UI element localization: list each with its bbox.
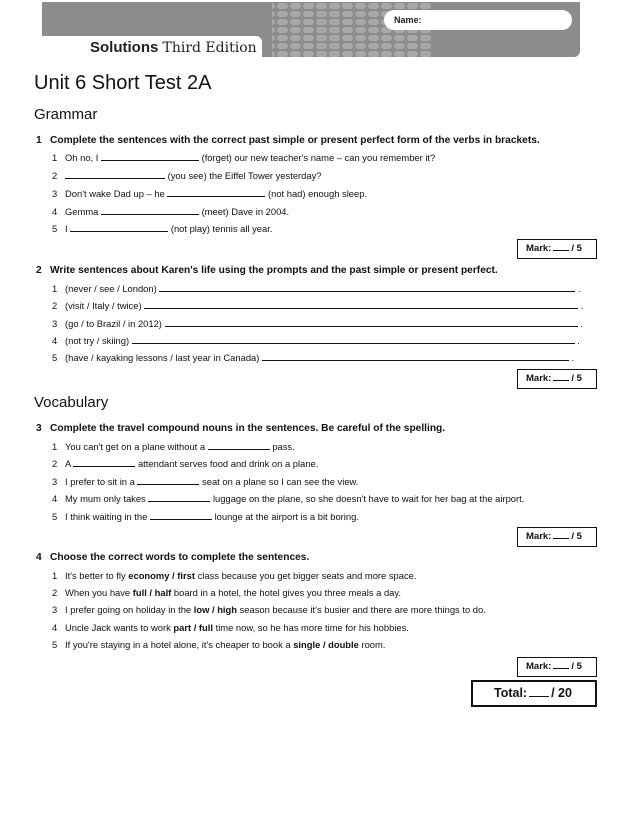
q2-item: 2 (visit / Italy / twice) . — [52, 300, 584, 311]
total-box[interactable]: Total: / 20 — [471, 680, 597, 707]
q2-item: 4 (not try / skiing) . — [52, 335, 580, 346]
answer-blank[interactable] — [101, 205, 199, 215]
q4-item: 1 It's better to fly economy / first class because you get bigger seats and more space. — [52, 570, 417, 581]
q4-item: 4 Uncle Jack wants to work part / full time now, so he has more time for his hobbies. — [52, 622, 409, 633]
answer-line[interactable] — [165, 317, 578, 327]
answer-line[interactable] — [132, 334, 575, 344]
q4-instruction: 4 Choose the correct words to complete the sentences. — [36, 552, 310, 563]
page-title: Unit 6 Short Test 2A — [34, 72, 212, 94]
option-a[interactable]: low — [193, 604, 210, 615]
answer-blank[interactable] — [208, 440, 270, 450]
option-b[interactable]: first — [177, 570, 195, 581]
q2-item: 5 (have / kayaking lessons / last year in Canada) . — [52, 352, 575, 363]
q1-item: 4 Gemma (meet) Dave in 2004. — [52, 206, 290, 217]
option-a[interactable]: economy — [128, 570, 170, 581]
name-field[interactable] — [384, 10, 572, 30]
q3-item: 1 You can't get on a plane without a pass. — [52, 441, 295, 452]
q1-instruction: 1 Complete the sentences with the correct past simple or present perfect form of the verbs in brackets. — [36, 135, 540, 146]
answer-blank[interactable] — [65, 169, 165, 179]
option-b[interactable]: double — [328, 639, 359, 650]
option-a[interactable]: part — [173, 622, 192, 633]
q1-item: 1 Oh no, I (forget) our new teacher's name – can you remember it? — [52, 152, 436, 163]
q2-instruction: 2 Write sentences about Karen's life using the prompts and the past simple or present perfect. — [36, 265, 498, 276]
answer-blank[interactable] — [137, 475, 199, 485]
brand-edition: Third Edition — [162, 40, 257, 56]
option-b[interactable]: high — [217, 604, 237, 615]
q1-item: 2 (you see) the Eiffel Tower yesterday? — [52, 170, 322, 181]
name-label: Name: — [394, 15, 422, 25]
q2-mark-box[interactable]: Mark: / 5 — [517, 369, 597, 389]
q3-mark-box[interactable]: Mark: / 5 — [517, 527, 597, 547]
q3-item: 2 A attendant serves food and drink on a plane. — [52, 458, 319, 469]
answer-blank[interactable] — [101, 151, 199, 161]
answer-blank[interactable] — [150, 510, 212, 520]
q2-item: 1 (never / see / London) . — [52, 283, 581, 294]
option-b[interactable]: full — [198, 622, 213, 633]
q1-item: 3 Don't wake Dad up – he (not had) enough sleep. — [52, 188, 368, 199]
brand-bold: Solutions — [90, 39, 159, 56]
q3-item: 5 I think waiting in the lounge at the airport is a bit boring. — [52, 511, 359, 522]
answer-blank[interactable] — [148, 492, 210, 502]
q3-instruction: 3 Complete the travel compound nouns in the sentences. Be careful of the spelling. — [36, 423, 446, 434]
answer-line[interactable] — [144, 299, 578, 309]
answer-line[interactable] — [262, 351, 569, 361]
q4-item: 2 When you have full / half board in a hotel, the hotel gives you three meals a day. — [52, 587, 401, 598]
brand-logo — [40, 36, 262, 60]
q1-item: 5 I (not play) tennis all year. — [52, 223, 273, 234]
option-a[interactable]: single — [293, 639, 321, 650]
answer-blank[interactable] — [167, 187, 265, 197]
q4-mark-box[interactable]: Mark: / 5 — [517, 657, 597, 677]
section-grammar: Grammar — [34, 106, 98, 123]
q2-item: 3 (go / to Brazil / in 2012) . — [52, 318, 583, 329]
option-a[interactable]: full — [132, 587, 147, 598]
q4-item: 3 I prefer going on holiday in the low / high season because it's busier and there are more things to do. — [52, 604, 486, 615]
q4-item: 5 If you're staying in a hotel alone, it's cheaper to book a single / double room. — [52, 639, 386, 650]
answer-blank[interactable] — [70, 222, 168, 232]
option-b[interactable]: half — [154, 587, 172, 598]
answer-line[interactable] — [159, 282, 575, 292]
q3-item: 4 My mum only takes luggage on the plane, so she doesn't have to wait for her bag at the airport. — [52, 493, 525, 504]
section-vocabulary: Vocabulary — [34, 394, 109, 411]
answer-blank[interactable] — [73, 457, 135, 467]
q1-mark-box[interactable]: Mark: / 5 — [517, 239, 597, 259]
q3-item: 3 I prefer to sit in a seat on a plane so I can see the view. — [52, 476, 359, 487]
